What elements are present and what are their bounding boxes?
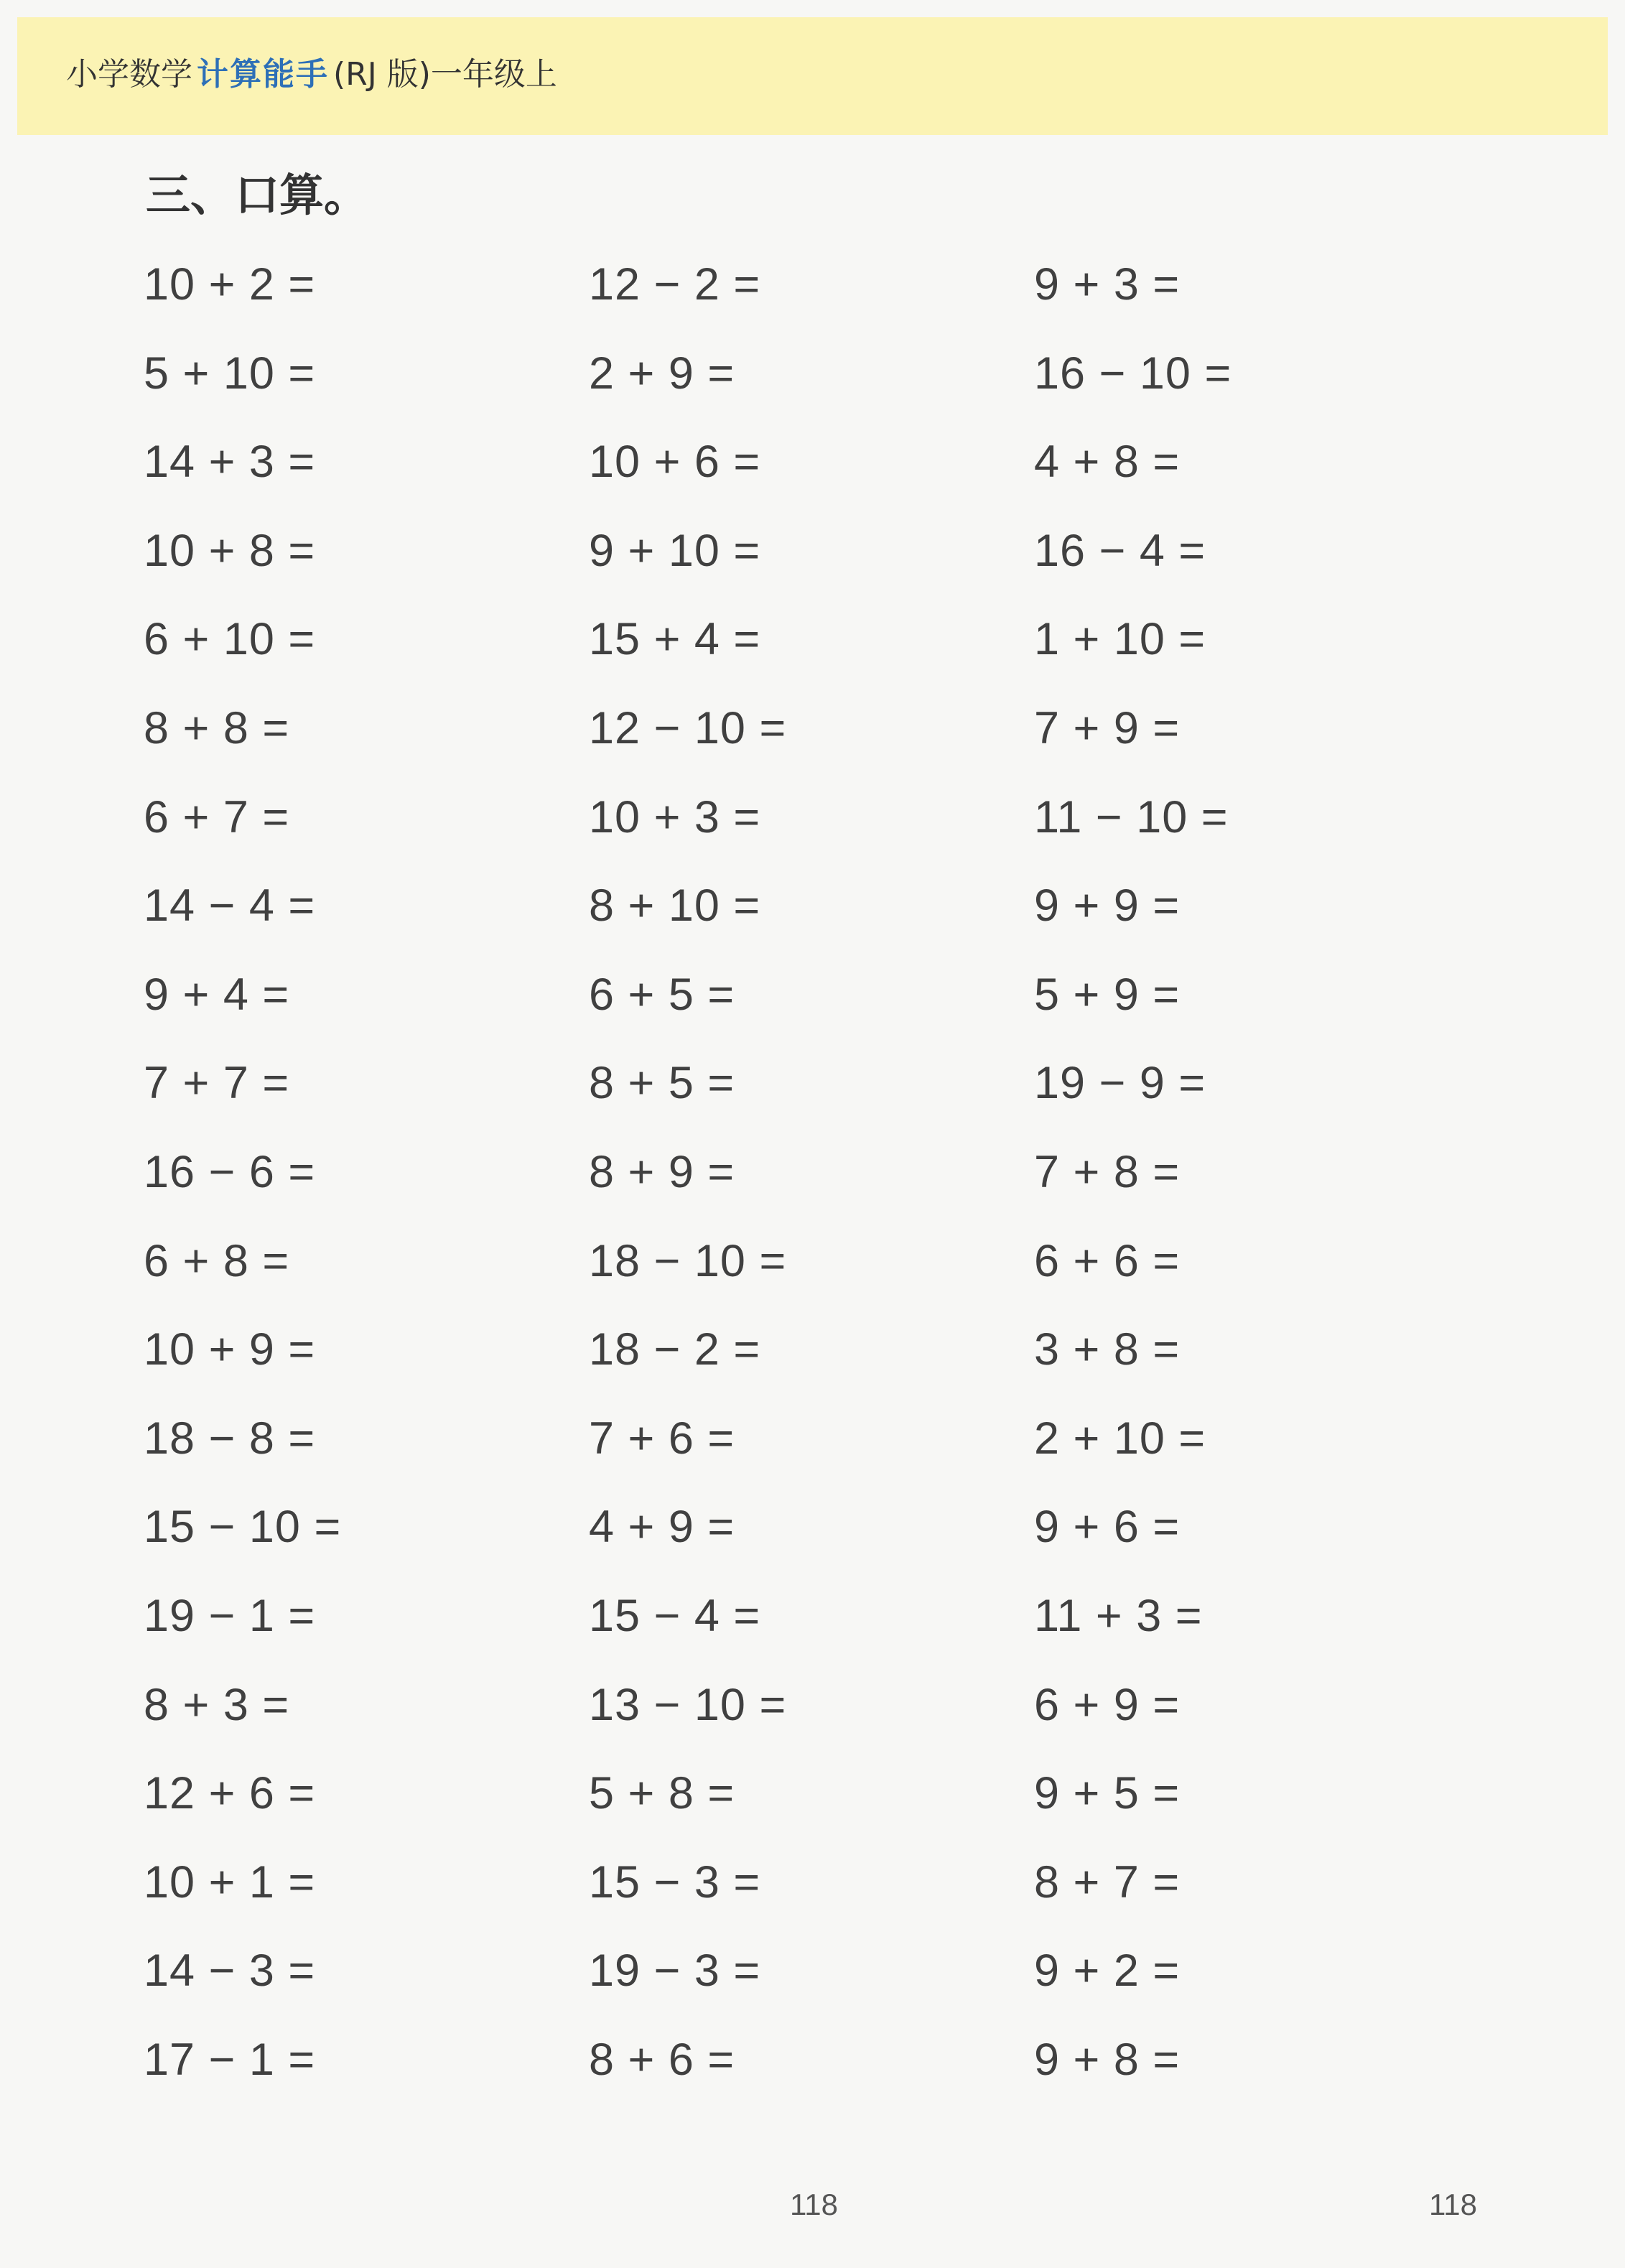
exercise-item: 8 + 9 = (589, 1147, 735, 1197)
exercise-item: 9 + 6 = (1034, 1502, 1181, 1552)
exercise-item: 9 + 10 = (589, 526, 761, 576)
exercise-item: 10 + 2 = (144, 259, 316, 310)
exercise-item: 7 + 8 = (1034, 1147, 1181, 1197)
exercise-item: 13 − 10 = (589, 1680, 787, 1730)
exercise-item: 9 + 3 = (1034, 259, 1181, 310)
exercise-item: 10 + 3 = (589, 792, 761, 842)
exercise-item: 5 + 9 = (1034, 970, 1181, 1020)
exercise-item: 11 + 3 = (1034, 1591, 1203, 1641)
exercise-item: 3 + 8 = (1034, 1324, 1181, 1375)
exercise-item: 8 + 7 = (1034, 1857, 1181, 1907)
exercise-item: 8 + 6 = (589, 2035, 735, 2085)
page-number-center: 118 (790, 2188, 838, 2221)
exercise-item: 5 + 10 = (144, 348, 316, 399)
exercise-item: 4 + 9 = (589, 1502, 735, 1552)
exercise-item: 15 − 10 = (144, 1502, 342, 1552)
exercise-item: 6 + 7 = (144, 792, 290, 842)
exercise-item: 12 + 6 = (144, 1768, 316, 1818)
exercise-item: 12 − 10 = (589, 703, 787, 753)
exercise-item: 18 − 8 = (144, 1413, 316, 1464)
exercise-item: 8 + 3 = (144, 1680, 290, 1730)
exercise-item: 10 + 8 = (144, 526, 316, 576)
exercise-item: 10 + 1 = (144, 1857, 316, 1907)
exercise-item: 19 − 9 = (1034, 1058, 1206, 1108)
exercise-item: 9 + 9 = (1034, 880, 1181, 931)
exercise-item: 18 − 10 = (589, 1236, 787, 1286)
exercise-item: 17 − 1 = (144, 2035, 316, 2085)
exercise-item: 9 + 2 = (1034, 1946, 1181, 1996)
exercise-item: 18 − 2 = (589, 1324, 761, 1375)
exercise-item: 2 + 9 = (589, 348, 735, 399)
exercise-item: 19 − 3 = (589, 1946, 761, 1996)
exercise-item: 14 − 4 = (144, 880, 316, 931)
exercise-item: 12 − 2 = (589, 259, 761, 310)
book-title-prefix: 小学数学 (66, 56, 192, 93)
exercise-item: 8 + 10 = (589, 880, 761, 931)
exercise-item: 16 − 4 = (1034, 526, 1206, 576)
exercise-item: 7 + 6 = (589, 1413, 735, 1464)
exercise-item: 1 + 10 = (1034, 614, 1206, 664)
exercise-item: 7 + 9 = (1034, 703, 1181, 753)
exercise-item: 2 + 10 = (1034, 1413, 1206, 1464)
exercise-item: 9 + 8 = (1034, 2035, 1181, 2085)
exercise-item: 14 + 3 = (144, 437, 316, 487)
exercise-item: 9 + 4 = (144, 970, 290, 1020)
exercise-item: 6 + 9 = (1034, 1680, 1181, 1730)
exercise-item: 8 + 8 = (144, 703, 290, 753)
exercise-item: 10 + 9 = (144, 1324, 316, 1375)
exercise-item: 15 + 4 = (589, 614, 761, 664)
exercise-item: 4 + 8 = (1034, 437, 1181, 487)
book-title (66, 55, 557, 95)
exercise-item: 7 + 7 = (144, 1058, 290, 1108)
exercise-item: 10 + 6 = (589, 437, 761, 487)
exercise-item: 9 + 5 = (1034, 1768, 1181, 1818)
exercise-item: 19 − 1 = (144, 1591, 316, 1641)
book-title-brand: 计算能手 (197, 56, 329, 93)
exercise-item: 6 + 8 = (144, 1236, 290, 1286)
exercise-item: 16 − 10 = (1034, 348, 1232, 399)
exercise-item: 16 − 6 = (144, 1147, 316, 1197)
page-number-right: 118 (1429, 2188, 1477, 2221)
exercise-item: 5 + 8 = (589, 1768, 735, 1818)
exercise-item: 6 + 10 = (144, 614, 316, 664)
exercise-item: 6 + 6 = (1034, 1236, 1181, 1286)
exercise-item: 15 − 4 = (589, 1591, 761, 1641)
section-title: 三、口算。 (146, 169, 369, 221)
exercise-item: 8 + 5 = (589, 1058, 735, 1108)
book-title-suffix: (RJ 版)一年级上 (333, 56, 557, 93)
exercise-item: 14 − 3 = (144, 1946, 316, 1996)
exercise-item: 11 − 10 = (1034, 792, 1229, 842)
exercise-item: 15 − 3 = (589, 1857, 761, 1907)
exercise-item: 6 + 5 = (589, 970, 735, 1020)
